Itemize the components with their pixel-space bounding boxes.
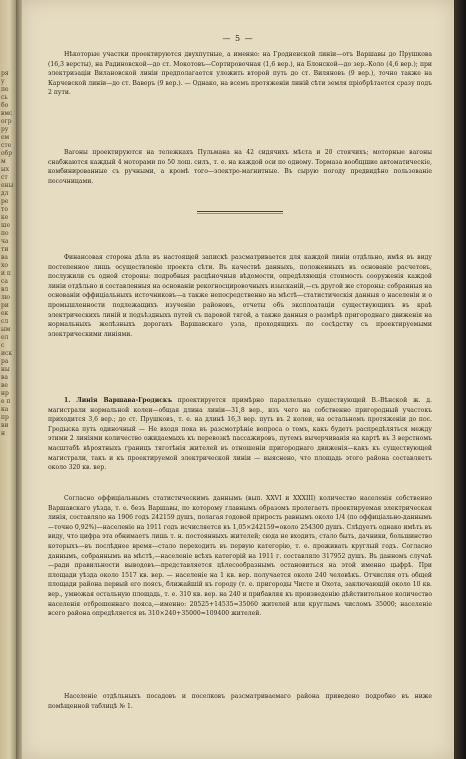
previous-page-fragment: ча	[1, 238, 9, 245]
previous-page-text-fragments	[0, 0, 16, 438]
paragraph-financial	[48, 253, 432, 339]
page-edge-shadow	[454, 0, 466, 759]
previous-page-fragment: ка	[1, 406, 9, 413]
previous-page-fragment: н	[1, 430, 5, 437]
previous-page-fragment: ст	[1, 174, 8, 181]
paragraph-text: Согласно оффиціальнымъ статистическимъ даннымъ (вып. XXVI и XXXIII) количество населенія собственно Варшавскаго уѣзда, т. е. безъ Варшавы, по которому главнымъ образомъ пролегаетъ проектируемая электрическая линія, составляло на 1906 годъ 242159 душъ, полагая годовой прирость равнымъ около 1/4 (по оффиціально-даннымъ—точно 0,92%)—населеніе на 1911 годъ исчисляется въ 1,05×242159=около 254300 душъ. Слѣдуетъ однако имѣть въ виду, что цифра эта обнимаетъ лишь т. н. постоянныхъ жителей; сюда не входить, стало быть, дачники, большинство которыхъ—въ послѣднее время—стало переходить въ первую категорію, т. е. проживать круглый годъ. Согласно даннымъ, собраннымъ на мѣстѣ,—населеніе всѣхъ категорій на 1911 г. составляло 317952 душъ. Въ данномъ случаѣ—ради правильности выводовъ—представляется цѣлесообразнымъ остановиться на этой именно цыфрѣ. При площади уѣзда около 1517 кв. вер. — населеніе на 1 кв. вер. получается около 240 человѣкъ. Отчисляя отъ общей площади района первый его поясъ, ближайшій къ городу (т. е. пригороды Чисте и Охота, заключающій около 10 кв. вер., умножая остальную площадь, т. е. 310 кв. вер. на 240 и прибавляя къ произведенію дѣйствительное количество населенія отброшеннаго пояса,—именно: 20525+14535=35060 жителей или круглымъ числомъ 35000; населеніе всего района опредѣляется въ 310×240+35000=109400 жителей.	[48, 495, 432, 618]
previous-page-fragment: пр	[1, 414, 9, 421]
previous-page-fragment: ва	[1, 254, 8, 261]
previous-page-fragment: бо	[1, 102, 9, 109]
previous-page-fragment: ек	[1, 310, 9, 317]
previous-page-fragment: хо	[1, 262, 8, 269]
section-title: 1. Линія Варшава-Гродискъ	[64, 397, 172, 404]
previous-page-fragment: то	[1, 206, 8, 213]
paragraph-population	[48, 494, 432, 619]
section-divider	[197, 211, 283, 212]
page-number: — 5 —	[222, 34, 254, 43]
previous-page-fragment: ви	[1, 422, 9, 429]
previous-page-fragment: нр	[1, 390, 9, 397]
paragraph-text	[48, 396, 432, 473]
previous-page-fragment: ны	[1, 366, 10, 373]
previous-page-fragment: ру	[1, 126, 9, 133]
previous-page-fragment: ра	[1, 358, 9, 365]
previous-page-fragment: дл	[1, 190, 9, 197]
previous-page-fragment: сь	[1, 94, 8, 101]
previous-page-fragment: сл	[1, 318, 9, 325]
previous-page-fragment: м	[1, 158, 6, 165]
paragraph-table-reference	[48, 692, 432, 711]
previous-page-fragment: иск	[1, 350, 13, 357]
paragraph-text: Вагоны проектируются на тележкахъ Пульмана на 42 сидячихъ мѣста и 20 стоячихъ; моторные вагоны снабжаются каждый 4 моторами по 50 лош. силъ, т. е. на каждой оси по одному. Тормаза вообщшие автоматическіе, комбинированные съ ручными, а кромѣ того—электро-магнитные. Въ сырую погоду предвидѣно пользованіе песочницами.	[48, 149, 432, 185]
previous-page-fragment: ва	[1, 374, 8, 381]
previous-page-fragment: ря	[1, 70, 9, 77]
previous-page-fragment: ре	[1, 198, 9, 205]
previous-page-fragment: ри	[1, 302, 9, 309]
previous-page-fragment: е п	[1, 398, 11, 405]
previous-page-fragment: огр	[1, 118, 12, 125]
previous-page-fragment: у	[1, 78, 5, 85]
previous-page-fragment: ти	[1, 246, 9, 253]
previous-page-fragment: обр	[1, 150, 13, 157]
previous-page-fragment: вл	[1, 286, 9, 293]
paragraph-text: Финансовая сторона дѣла въ настоящей запискѣ разсматривается для каждой линіи отдѣльно, имѣя въ виду постепенное лишь осуществленіе проекта сѣти. Въ качествѣ данныхъ, положенныхъ въ основаніе расчетовъ, послужили съ одной стороны: подробныя расцѣночныя вѣдомости, опредѣляющія стоимость сооруженія каждой линіи отдѣльно и составленныя на основаніи рекогносцировочныхъ изысканій,—съ другой же стороны: собранныя на основаніи оффиціальныхъ источниковъ—а также непосредственно на мѣстѣ—статистическія данныя о населеніи и о промышленности подлежащихъ изученію районовъ, отчеты объ эксплоатаціи существующихъ въ краѣ электрическихъ линій и подъѣздныхъ путей съ паровой тягой, а также данныя о размѣрѣ пригороднаго движенія на нормальныхъ желѣзныхъ дорогахъ Варшавскаго узла, проходящихъ по сосѣдству съ проектируемыми электрическими линіями.	[48, 254, 432, 338]
paragraph-double-track	[48, 50, 432, 98]
previous-page-fragment: с	[1, 342, 5, 349]
previous-page-fragment: ке	[1, 214, 9, 221]
previous-page-fragment: лю	[1, 294, 11, 301]
previous-page-fragment: пе	[1, 86, 9, 93]
previous-page-fragment: са	[1, 278, 8, 285]
previous-page-fragment: ел	[1, 334, 9, 341]
paragraph-text: Нѣкоторые участки проектируются двухпутные, а именно: на Гродненской линіи—отъ Варшавы до Прушкова (16,3 версты), на Радиновской—до ст. Мокотовъ—Сортировочная (1,6 вер.), на Блонской—до зер.-Коло (4,6 вер.); при электризаціи Вилановской линіи предполагается уложить второй путь до ст. Виляновъ (9 вер.), точно также на Карчевской линіи—до ст. Ваверъ (9 вер.). — Однако, на всемъ протяженіи линій сѣти земля пріобрѣтается сразу подъ 2 пути.	[48, 51, 432, 97]
previous-page-fragment: ем	[1, 134, 10, 141]
section-line-warsaw-grodzisk	[48, 396, 432, 473]
previous-page-fragment: ве	[1, 382, 8, 389]
previous-page-edge	[0, 0, 16, 759]
previous-page-fragment: сте	[1, 142, 12, 149]
book-page	[22, 0, 454, 759]
section-body: проектируется примѣрно параллельно существующей В.-Вѣнской ж. д. магистрали нормальной колеи—общая длина линіи—31,8 вер., изъ чего на собственно пригородный участокъ приходится 3,6 вер.; до ст. Прушковъ, т. е. на длинѣ 16,3 вер. путь въ 2 колеи, на остальномъ протяженіи до пос. Гродыска путь одиночный — Не входя пока въ разсмотрѣніе вопроса о томъ, какъ будетъ распредѣляться между этими 2 линіями количество ожидаемыхъ къ перевозкѣ пассажировъ, путемъ вычерчиванія на картѣ въ 3 верстномъ масштабѣ вѣроятныхъ границъ тяготѣнія жителей въ отношеніи пригороднаго движенія—какъ къ существующей магистрали, такъ и къ проектируемой электрической линіи — выяснено, что площадь этого района составляетъ около 320 кв. вер.	[48, 397, 432, 472]
previous-page-fragment: ым	[1, 326, 11, 333]
previous-page-fragment: вмс	[1, 110, 13, 117]
section-divider-second-line	[197, 213, 283, 214]
previous-page-fragment: по	[1, 230, 9, 237]
previous-page-fragment: ых	[1, 166, 10, 173]
paragraph-text: Населеніе отдѣльныхъ посадовъ и поселковъ разсматриваемаго района приведено подробно въ ниже помѣщенной таблицѣ № 1.	[48, 693, 432, 710]
paragraph-carriages	[48, 148, 432, 186]
previous-page-fragment: и п	[1, 270, 11, 277]
previous-page-fragment: ше	[1, 222, 11, 229]
previous-page-fragment: ены	[1, 182, 14, 189]
